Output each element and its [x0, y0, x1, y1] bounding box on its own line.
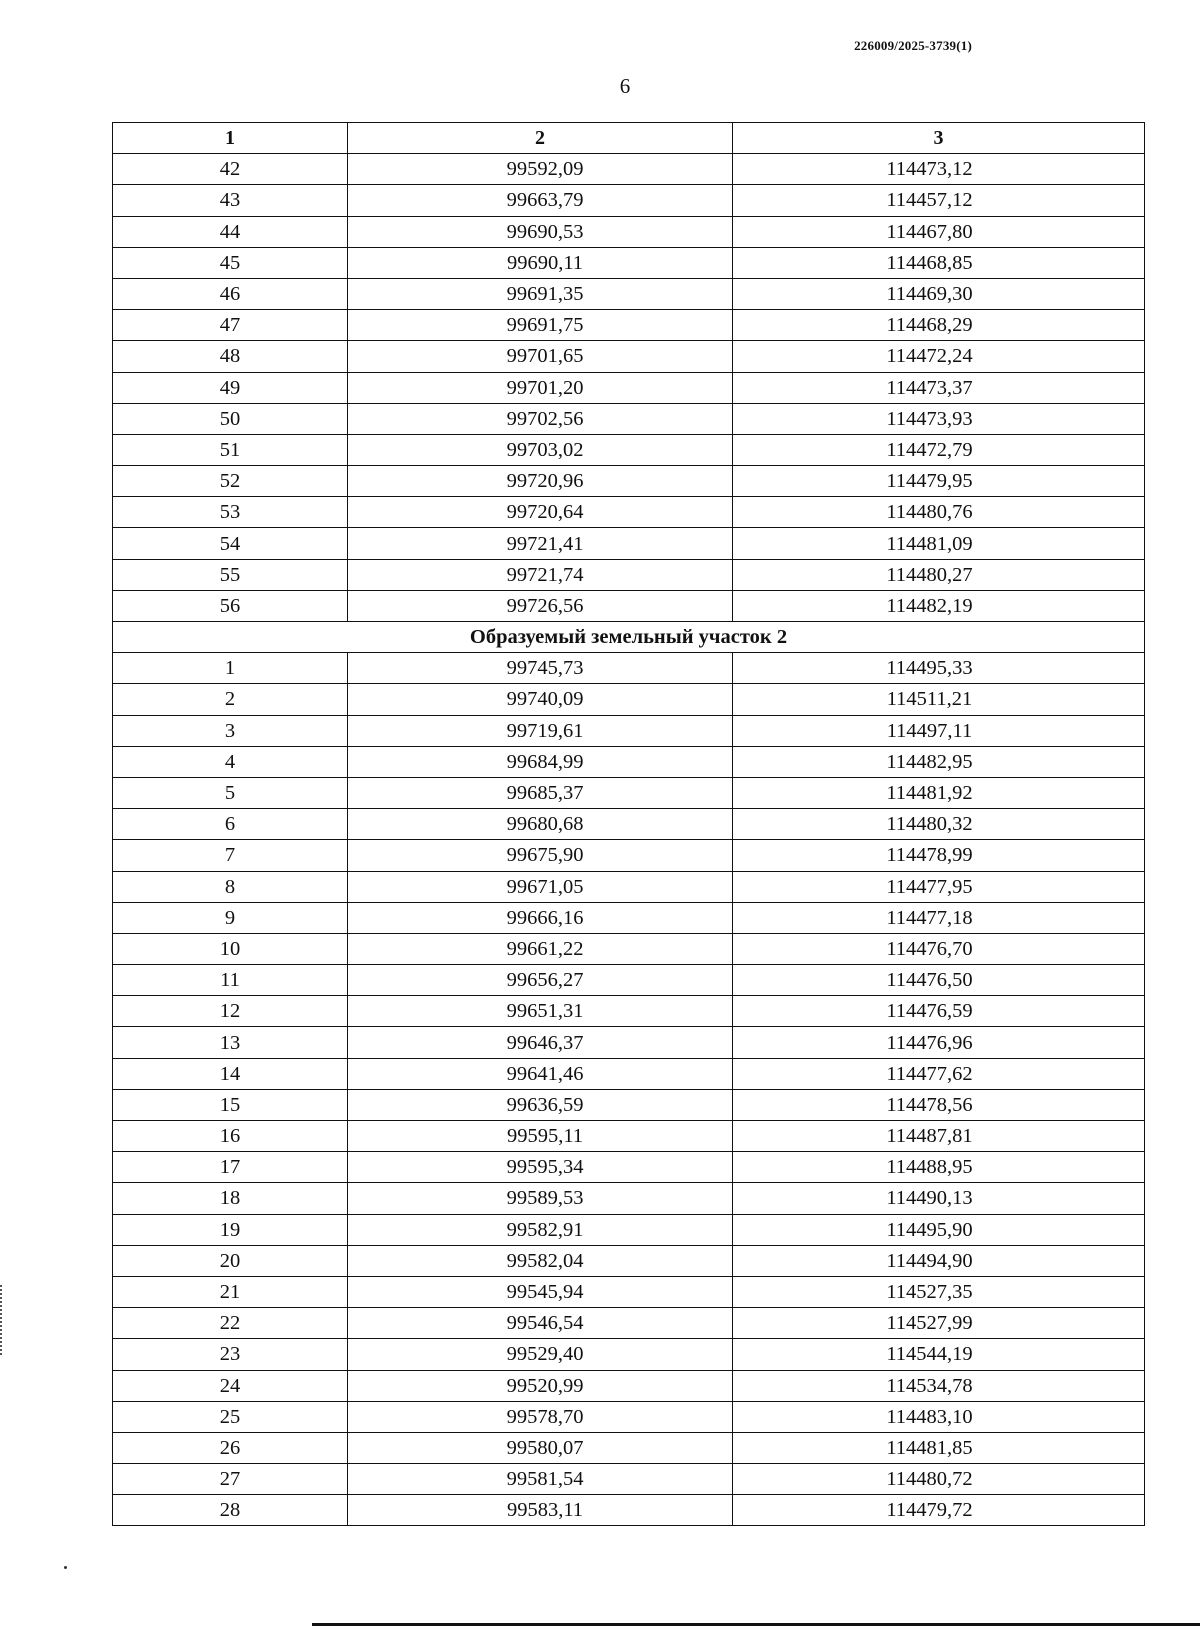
y-coordinate-cell: 114480,32 [733, 809, 1145, 840]
header-col-1: 1 [113, 123, 348, 154]
y-coordinate-cell: 114473,93 [733, 403, 1145, 434]
table-row [113, 1245, 1145, 1276]
y-coordinate-cell: 114511,21 [733, 684, 1145, 715]
point-number-cell: 3 [113, 715, 348, 746]
table-row [113, 809, 1145, 840]
x-coordinate-cell: 99719,61 [348, 715, 733, 746]
section-heading-row [113, 622, 1145, 653]
point-number-cell: 18 [113, 1183, 348, 1214]
point-number-cell: 47 [113, 310, 348, 341]
y-coordinate-cell: 114477,62 [733, 1058, 1145, 1089]
y-coordinate-cell: 114472,24 [733, 341, 1145, 372]
point-number-cell: 19 [113, 1214, 348, 1245]
table-row [113, 871, 1145, 902]
table-row [113, 1027, 1145, 1058]
y-coordinate-cell: 114468,29 [733, 310, 1145, 341]
point-number-cell: 13 [113, 1027, 348, 1058]
point-number-cell: 46 [113, 278, 348, 309]
point-number-cell: 23 [113, 1339, 348, 1370]
table-row [113, 746, 1145, 777]
y-coordinate-cell: 114481,85 [733, 1432, 1145, 1463]
table-row [113, 1121, 1145, 1152]
table-row [113, 1432, 1145, 1463]
x-coordinate-cell: 99745,73 [348, 653, 733, 684]
point-number-cell: 14 [113, 1058, 348, 1089]
point-number-cell: 53 [113, 497, 348, 528]
x-coordinate-cell: 99685,37 [348, 777, 733, 808]
table-row [113, 1401, 1145, 1432]
point-number-cell: 24 [113, 1370, 348, 1401]
table-row [113, 310, 1145, 341]
y-coordinate-cell: 114473,12 [733, 154, 1145, 185]
y-coordinate-cell: 114469,30 [733, 278, 1145, 309]
section-title: Образуемый земельный участок 2 [113, 622, 1145, 653]
table-body-part1 [113, 154, 1145, 622]
x-coordinate-cell: 99581,54 [348, 1464, 733, 1495]
y-coordinate-cell: 114544,19 [733, 1339, 1145, 1370]
x-coordinate-cell: 99726,56 [348, 590, 733, 621]
table-row [113, 1495, 1145, 1526]
x-coordinate-cell: 99675,90 [348, 840, 733, 871]
point-number-cell: 48 [113, 341, 348, 372]
table-row [113, 216, 1145, 247]
header-col-2: 2 [348, 123, 733, 154]
y-coordinate-cell: 114534,78 [733, 1370, 1145, 1401]
point-number-cell: 6 [113, 809, 348, 840]
point-number-cell: 50 [113, 403, 348, 434]
y-coordinate-cell: 114527,99 [733, 1308, 1145, 1339]
point-number-cell: 17 [113, 1152, 348, 1183]
table-row [113, 684, 1145, 715]
point-number-cell: 4 [113, 746, 348, 777]
y-coordinate-cell: 114476,96 [733, 1027, 1145, 1058]
x-coordinate-cell: 99721,74 [348, 559, 733, 590]
scan-speck [64, 1566, 67, 1569]
table-row [113, 466, 1145, 497]
table-row [113, 777, 1145, 808]
point-number-cell: 9 [113, 902, 348, 933]
x-coordinate-cell: 99578,70 [348, 1401, 733, 1432]
x-coordinate-cell: 99703,02 [348, 434, 733, 465]
x-coordinate-cell: 99651,31 [348, 996, 733, 1027]
x-coordinate-cell: 99646,37 [348, 1027, 733, 1058]
x-coordinate-cell: 99580,07 [348, 1432, 733, 1463]
x-coordinate-cell: 99661,22 [348, 933, 733, 964]
point-number-cell: 7 [113, 840, 348, 871]
page-number: 6 [619, 74, 631, 98]
x-coordinate-cell: 99690,11 [348, 247, 733, 278]
table-row [113, 278, 1145, 309]
table-row [113, 653, 1145, 684]
point-number-cell: 16 [113, 1121, 348, 1152]
point-number-cell: 21 [113, 1276, 348, 1307]
x-coordinate-cell: 99721,41 [348, 528, 733, 559]
x-coordinate-cell: 99684,99 [348, 746, 733, 777]
table-row [113, 840, 1145, 871]
point-number-cell: 27 [113, 1464, 348, 1495]
y-coordinate-cell: 114483,10 [733, 1401, 1145, 1432]
point-number-cell: 28 [113, 1495, 348, 1526]
x-coordinate-cell: 99546,54 [348, 1308, 733, 1339]
table-row [113, 1214, 1145, 1245]
x-coordinate-cell: 99691,75 [348, 310, 733, 341]
point-number-cell: 54 [113, 528, 348, 559]
y-coordinate-cell: 114481,09 [733, 528, 1145, 559]
table-row [113, 403, 1145, 434]
y-coordinate-cell: 114476,59 [733, 996, 1145, 1027]
x-coordinate-cell: 99701,65 [348, 341, 733, 372]
table-row [113, 902, 1145, 933]
point-number-cell: 43 [113, 185, 348, 216]
y-coordinate-cell: 114478,99 [733, 840, 1145, 871]
y-coordinate-cell: 114479,95 [733, 466, 1145, 497]
y-coordinate-cell: 114472,79 [733, 434, 1145, 465]
point-number-cell: 2 [113, 684, 348, 715]
scan-edge-mark [0, 1285, 2, 1355]
y-coordinate-cell: 114480,76 [733, 497, 1145, 528]
point-number-cell: 10 [113, 933, 348, 964]
table-row [113, 1370, 1145, 1401]
table-row [113, 1089, 1145, 1120]
x-coordinate-cell: 99529,40 [348, 1339, 733, 1370]
document-number: 226009/2025-3739(1) [854, 38, 972, 53]
x-coordinate-cell: 99666,16 [348, 902, 733, 933]
x-coordinate-cell: 99701,20 [348, 372, 733, 403]
x-coordinate-cell: 99656,27 [348, 965, 733, 996]
point-number-cell: 42 [113, 154, 348, 185]
table-row [113, 341, 1145, 372]
table-body-part2 [113, 653, 1145, 1526]
header-col-3: 3 [733, 123, 1145, 154]
y-coordinate-cell: 114488,95 [733, 1152, 1145, 1183]
x-coordinate-cell: 99592,09 [348, 154, 733, 185]
table-row [113, 434, 1145, 465]
point-number-cell: 12 [113, 996, 348, 1027]
table-row [113, 497, 1145, 528]
table-row [113, 1464, 1145, 1495]
point-number-cell: 1 [113, 653, 348, 684]
y-coordinate-cell: 114476,70 [733, 933, 1145, 964]
y-coordinate-cell: 114479,72 [733, 1495, 1145, 1526]
table-row [113, 1339, 1145, 1370]
point-number-cell: 20 [113, 1245, 348, 1276]
point-number-cell: 11 [113, 965, 348, 996]
x-coordinate-cell: 99545,94 [348, 1276, 733, 1307]
table-row [113, 1183, 1145, 1214]
x-coordinate-cell: 99520,99 [348, 1370, 733, 1401]
table-row [113, 933, 1145, 964]
y-coordinate-cell: 114467,80 [733, 216, 1145, 247]
table-row [113, 559, 1145, 590]
y-coordinate-cell: 114495,90 [733, 1214, 1145, 1245]
x-coordinate-cell: 99720,64 [348, 497, 733, 528]
table-row [113, 965, 1145, 996]
point-number-cell: 51 [113, 434, 348, 465]
table-row [113, 154, 1145, 185]
x-coordinate-cell: 99583,11 [348, 1495, 733, 1526]
y-coordinate-cell: 114473,37 [733, 372, 1145, 403]
y-coordinate-cell: 114494,90 [733, 1245, 1145, 1276]
table-row [113, 528, 1145, 559]
point-number-cell: 44 [113, 216, 348, 247]
x-coordinate-cell: 99740,09 [348, 684, 733, 715]
point-number-cell: 52 [113, 466, 348, 497]
y-coordinate-cell: 114480,27 [733, 559, 1145, 590]
x-coordinate-cell: 99690,53 [348, 216, 733, 247]
table-row [113, 1276, 1145, 1307]
y-coordinate-cell: 114477,18 [733, 902, 1145, 933]
table-row [113, 1058, 1145, 1089]
section-heading-body [113, 622, 1145, 653]
point-number-cell: 22 [113, 1308, 348, 1339]
point-number-cell: 26 [113, 1432, 348, 1463]
table-header-row [113, 123, 1145, 154]
x-coordinate-cell: 99636,59 [348, 1089, 733, 1120]
x-coordinate-cell: 99595,34 [348, 1152, 733, 1183]
x-coordinate-cell: 99582,91 [348, 1214, 733, 1245]
y-coordinate-cell: 114497,11 [733, 715, 1145, 746]
point-number-cell: 8 [113, 871, 348, 902]
y-coordinate-cell: 114476,50 [733, 965, 1145, 996]
y-coordinate-cell: 114490,13 [733, 1183, 1145, 1214]
table-row [113, 1152, 1145, 1183]
y-coordinate-cell: 114482,95 [733, 746, 1145, 777]
point-number-cell: 55 [113, 559, 348, 590]
x-coordinate-cell: 99680,68 [348, 809, 733, 840]
y-coordinate-cell: 114480,72 [733, 1464, 1145, 1495]
x-coordinate-cell: 99595,11 [348, 1121, 733, 1152]
table-row [113, 996, 1145, 1027]
x-coordinate-cell: 99589,53 [348, 1183, 733, 1214]
point-number-cell: 49 [113, 372, 348, 403]
point-number-cell: 56 [113, 590, 348, 621]
table-row [113, 247, 1145, 278]
table-row [113, 590, 1145, 621]
y-coordinate-cell: 114468,85 [733, 247, 1145, 278]
y-coordinate-cell: 114477,95 [733, 871, 1145, 902]
point-number-cell: 45 [113, 247, 348, 278]
x-coordinate-cell: 99702,56 [348, 403, 733, 434]
x-coordinate-cell: 99663,79 [348, 185, 733, 216]
x-coordinate-cell: 99720,96 [348, 466, 733, 497]
coordinates-table [112, 122, 1145, 1526]
point-number-cell: 25 [113, 1401, 348, 1432]
table-row [113, 715, 1145, 746]
point-number-cell: 5 [113, 777, 348, 808]
y-coordinate-cell: 114481,92 [733, 777, 1145, 808]
x-coordinate-cell: 99582,04 [348, 1245, 733, 1276]
y-coordinate-cell: 114487,81 [733, 1121, 1145, 1152]
y-coordinate-cell: 114482,19 [733, 590, 1145, 621]
x-coordinate-cell: 99671,05 [348, 871, 733, 902]
table-row [113, 185, 1145, 216]
y-coordinate-cell: 114527,35 [733, 1276, 1145, 1307]
y-coordinate-cell: 114478,56 [733, 1089, 1145, 1120]
x-coordinate-cell: 99691,35 [348, 278, 733, 309]
table-row [113, 372, 1145, 403]
x-coordinate-cell: 99641,46 [348, 1058, 733, 1089]
y-coordinate-cell: 114457,12 [733, 185, 1145, 216]
point-number-cell: 15 [113, 1089, 348, 1120]
table-row [113, 1308, 1145, 1339]
bottom-rule [312, 1623, 1200, 1626]
y-coordinate-cell: 114495,33 [733, 653, 1145, 684]
